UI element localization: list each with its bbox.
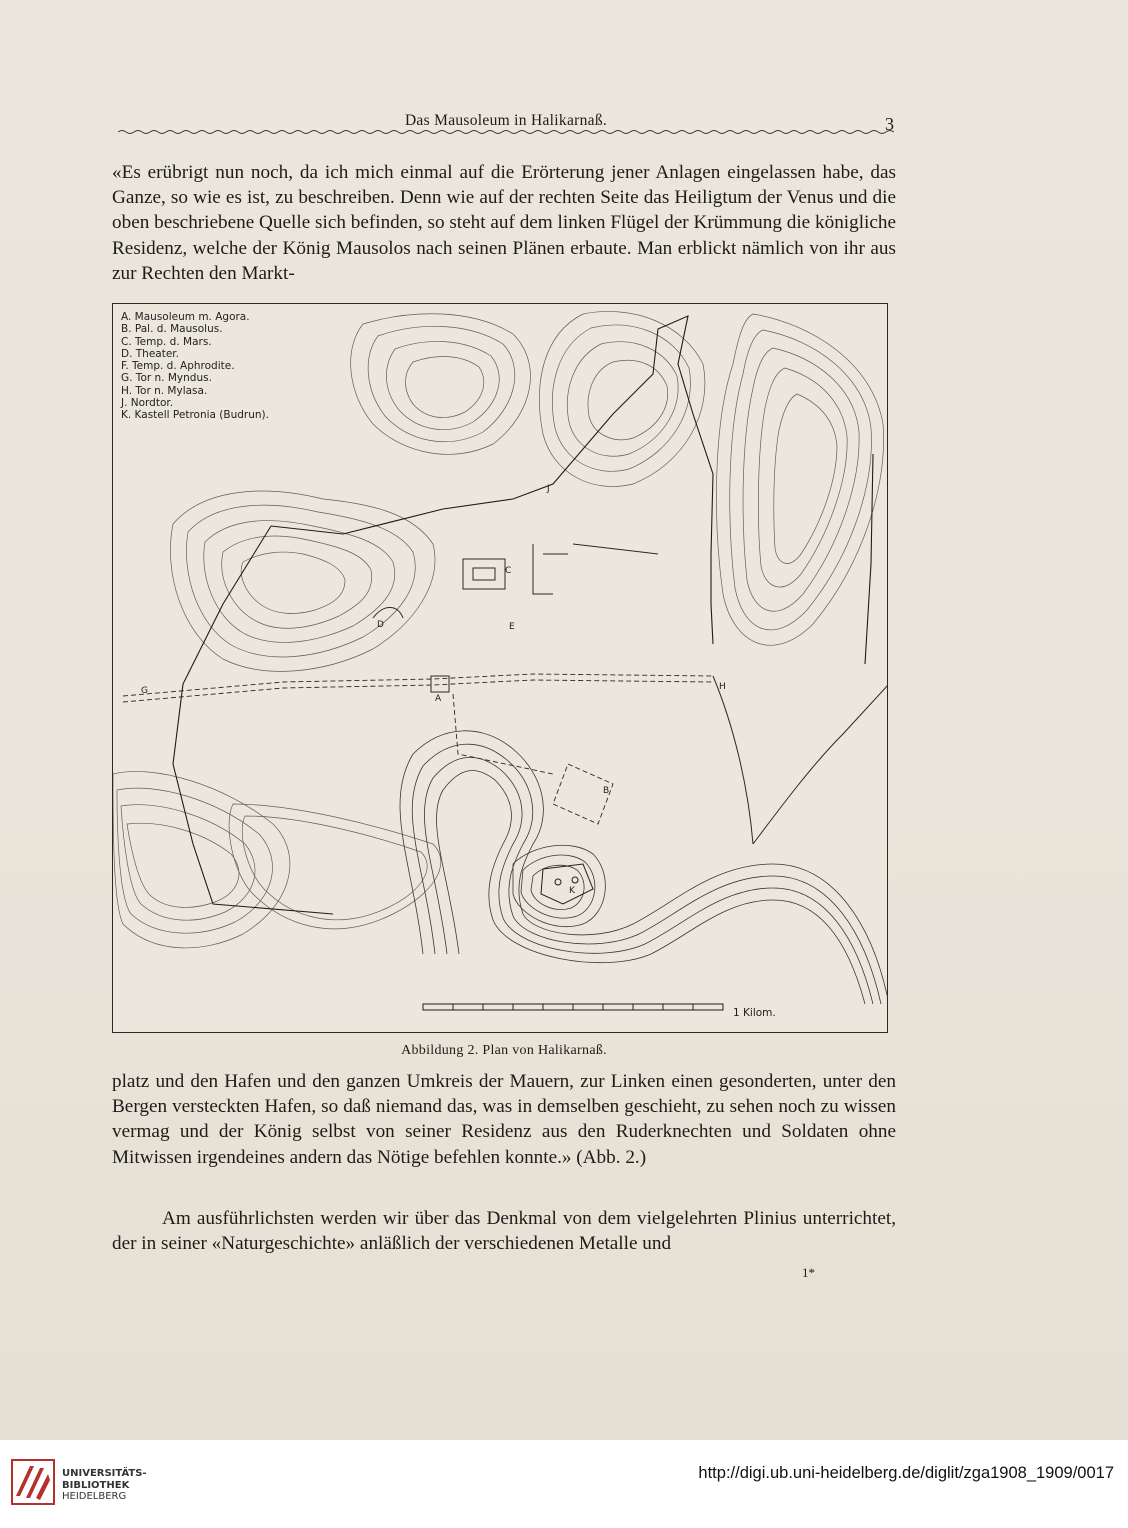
legend-item: H. Tor n. Mylasa. [121, 384, 208, 397]
main-road [123, 674, 713, 696]
footer-bar [0, 1440, 1128, 1528]
south-headland-contour [229, 804, 441, 929]
map-label-b: B [603, 786, 610, 796]
theater [373, 608, 403, 619]
figure-caption: Abbildung 2. Plan von Halikarnaß. [401, 1043, 607, 1058]
west-hill-contour [170, 491, 434, 671]
map-legend [121, 311, 269, 422]
legend-item: C. Temp. d. Mars. [121, 335, 212, 348]
castle-petronia [541, 864, 593, 904]
library-name [62, 1468, 147, 1503]
library-logo-icon[interactable] [10, 1458, 56, 1506]
map-label-k: K [569, 886, 575, 896]
legend-item: B. Pal. d. Mausolus. [121, 323, 223, 336]
map-label-a: A [435, 694, 442, 704]
paragraph-bottom-2: Am ausführlichsten werden wir über das Denkmal von dem vielgelehrten Plinius unterrichtet, der in seiner «Naturgeschichte» anläßlich der verschiedenen Metalle und [112, 1208, 896, 1255]
library-line-3: HEIDELBERG [62, 1491, 127, 1502]
legend-item: K. Kastell Petronia (Budrun). [121, 409, 269, 422]
legend-item: G. Tor n. Myndus. [121, 372, 212, 385]
page-number: 3 [885, 114, 894, 134]
legend-item: J. Nordtor. [121, 397, 174, 410]
legend-item: D. Theater. [121, 347, 179, 360]
scale-bar [423, 1004, 723, 1010]
scale-label: 1 Kilom. [733, 1007, 776, 1019]
map-label-j: J [547, 484, 550, 494]
west-wall [173, 526, 333, 914]
map-label-g: G [141, 686, 148, 696]
city-wall [271, 316, 713, 644]
map-label-d: D [377, 620, 384, 630]
map-label-c: C [505, 566, 512, 576]
map-label-e: E [509, 622, 515, 632]
legend-item: A. Mausoleum m. Agora. [121, 311, 250, 323]
temple-mars [463, 559, 505, 589]
paragraph-bottom-1: platz und den Hafen und den ganzen Umkreis der Mauern, zur Linken einen gesonderten, unter den Bergen versteckten Hafen, so daß niemand das, was in demselben geschieht, zu sehen noch zu wissen vermag und der König selbst von seiner Residenz aus den Ruderknechten und Soldaten ohne Mitwissen irgendeines andern das Nötige befehlen konnte.» (Abb. 2.) [112, 1071, 896, 1168]
southwest-hill-contour [113, 771, 290, 947]
east-hill-contour [716, 314, 883, 645]
map-label-h: H [719, 682, 726, 692]
running-title: Das Mausoleum in Halikarnaß. [404, 112, 608, 129]
signature-mark: 1* [802, 1265, 815, 1280]
harbor-shoreline [400, 731, 888, 1004]
permalink-url[interactable]: http://digi.ub.uni-heidelberg.de/diglit/zga1908_1909/0017 [698, 1464, 1114, 1482]
library-line-1: UNIVERSITÄTS- [62, 1468, 147, 1479]
legend-item: F. Temp. d. Aphrodite. [121, 360, 235, 373]
wavy-rule-divider [118, 128, 894, 136]
map-figure [112, 303, 888, 1033]
north-hill-contour [351, 314, 531, 455]
library-line-2: BIBLIOTHEK [62, 1479, 130, 1491]
paragraph-top: «Es erübrigt nun noch, da ich mich einmal auf die Erörterung jener Anlagen eingelassen habe, das Ganze, so wie es ist, zu beschreiben. Denn wie auf der rechten Seite das Heiligtum der Venus und die oben beschriebene Quelle sich befinden, so steht auf dem linken Flügel der Krümmung die königliche Residenz, welche der König Mausolos nach seinen Plänen erbaute. Man erblickt nämlich von ihr aus zur Rechten den Markt- [112, 162, 896, 284]
